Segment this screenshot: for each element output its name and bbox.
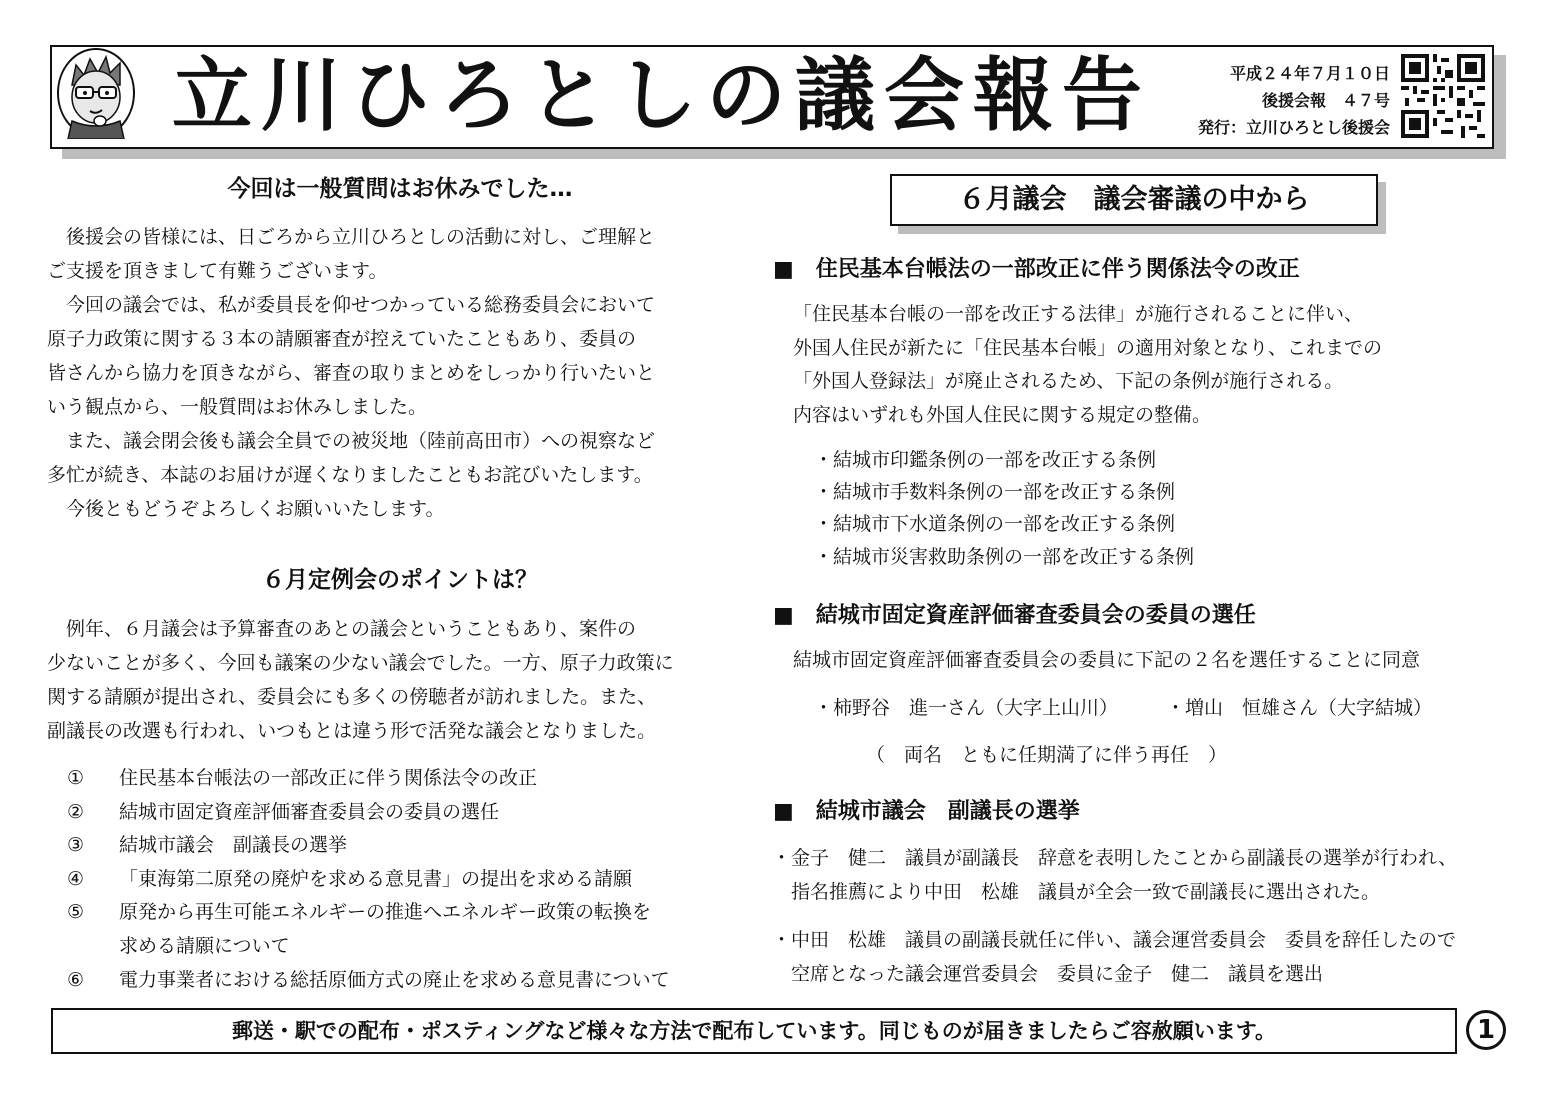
points-list <box>67 762 670 997</box>
intro-line: 多忙が続き、本誌のお届けが遅くなりましたこともお詫びいたします。 <box>47 464 653 486</box>
item-number <box>67 930 119 964</box>
body-line: ・金子 健二 議員が副議長 辞意を表明したことから副議長の選挙が行われ、 <box>772 847 1458 869</box>
body-line: ・中田 松雄 議員の副議長就任に伴い、議会運営委員会 委員を辞任したので <box>772 929 1457 951</box>
body-line: 「外国人登録法」が廃止されるため、下記の条例が施行される。 <box>793 370 1344 392</box>
list-item: ・結城市手数料条例の一部を改正する条例 <box>814 481 1176 504</box>
list-item <box>67 930 670 964</box>
list-item <box>67 964 670 998</box>
section-heading-resident-registry: ■ 住民基本台帳法の一部改正に伴う関係法令の改正 <box>773 257 1300 282</box>
intro-line: また、議会閉会後も議会全員での被災地（陸前高田市）への視察など <box>47 430 656 452</box>
intro-line: 原子力政策に関する３本の請願審査が控えていたこともあり、委員の <box>47 328 637 350</box>
intro-line: ご支援を頂きまして有難うございます。 <box>47 260 388 282</box>
body-line: 指名推薦により中田 松雄 議員が全会一致で副議長に選出された。 <box>772 880 1381 903</box>
item-number: ④ <box>67 867 85 890</box>
intro-body <box>47 220 655 526</box>
list-item <box>67 796 670 830</box>
member-1: ・柿野谷 進一さん（大字上山川） <box>814 697 1119 719</box>
page-number: 1 <box>1466 1010 1506 1050</box>
intro-line: いう観点から、一般質問はお休みしました。 <box>47 396 428 418</box>
list-item: ・結城市印鑑条例の一部を改正する条例 <box>814 449 1157 471</box>
body-line: 外国人住民が新たに「住民基本台帳」の適用対象となり、これまでの <box>793 336 1383 359</box>
qr-code-icon <box>1401 54 1485 138</box>
reappointment-note: （ 両名 ともに任期満了に伴う再任 ） <box>866 744 1228 766</box>
publisher: 発行：立川ひろとし後援会 <box>1197 118 1390 137</box>
list-item <box>67 863 670 897</box>
item-text: 原発から再生可能エネルギーの推進へエネルギー政策の転換を <box>119 901 652 924</box>
election-bullet-2 <box>772 924 1456 991</box>
election-bullet-1 <box>772 842 1457 909</box>
intro-line: 今回の議会では、私が委員長を仰せつかっている総務委員会において <box>47 294 656 316</box>
intro-heading: 今回は一般質問はお休みでした… <box>227 176 573 202</box>
list-item <box>67 829 670 863</box>
newsletter-title: 立川ひろとしの議会報告 <box>172 49 1151 142</box>
section-heading-assessment-committee: ■ 結城市固定資産評価審査委員会の委員の選任 <box>773 603 1256 628</box>
item-text: 求める請願について <box>119 934 290 957</box>
item-text: 電力事業者における総括原価方式の廃止を求める意見書について <box>119 968 670 991</box>
assessment-body: 結城市固定資産評価審査委員会の委員に下記の２名を選任することに同意 <box>793 649 1421 671</box>
item-number: ⑤ <box>67 901 85 924</box>
points-line: 副議長の改選も行われ、いつもとは違う形で活発な議会となりました。 <box>47 720 657 742</box>
avatar-icon <box>56 47 136 139</box>
points-heading: ６月定例会のポイントは？ <box>262 567 538 593</box>
distribution-notice: 郵送・駅での配布・ポスティングなど様々な方法で配布しています。同じものが届きましたらご容赦願います。 <box>51 1008 1457 1054</box>
ordinance-list <box>814 444 1194 573</box>
body-line: 空席となった議会運営委員会 委員に金子 健二 議員を選出 <box>772 962 1324 985</box>
issue-number: 後援会報 ４７号 <box>1261 91 1390 110</box>
issue-date: 平成２４年７月１０日 <box>1229 64 1390 83</box>
member-2: ・増山 恒雄さん（大字結城） <box>1166 697 1433 719</box>
item-text: 結城市議会 副議長の選挙 <box>119 834 348 857</box>
list-item: ・結城市下水道条例の一部を改正する条例 <box>814 513 1176 536</box>
item-text: 住民基本台帳法の一部改正に伴う関係法令の改正 <box>119 767 538 789</box>
points-line: 関する請願が提出され、委員会にも多くの傍聴者が訪れました。また、 <box>47 686 657 708</box>
june-session-title: ６月議会 議会審議の中から <box>890 174 1378 226</box>
list-item: ・結城市災害救助条例の一部を改正する条例 <box>814 545 1195 568</box>
item-number: ⑥ <box>67 968 85 991</box>
section-heading-vice-chair-election: ■ 結城市議会 副議長の選挙 <box>773 799 1080 824</box>
resident-registry-body <box>793 298 1382 432</box>
body-line: 内容はいずれも外国人住民に関する規定の整備。 <box>793 403 1212 426</box>
list-item <box>67 896 670 930</box>
body-line: 「住民基本台帳の一部を改正する法律」が施行されることに伴い、 <box>793 303 1364 325</box>
item-number: ② <box>67 800 85 823</box>
item-text: 結城市固定資産評価審査委員会の委員の選任 <box>119 800 500 823</box>
points-line: 例年、６月議会は予算審査のあとの議会ということもあり、案件の <box>47 618 637 640</box>
list-item <box>67 762 670 796</box>
intro-line: 皆さんから協力を頂きながら、審査の取りまとめをしっかり行いたいと <box>47 362 656 384</box>
header-meta <box>1150 60 1390 141</box>
intro-line: 今後ともどうぞよろしくお願いいたします。 <box>47 498 445 520</box>
points-line: 少ないことが多く、今回も議案の少ない議会でした。一方、原子力政策に <box>47 652 674 674</box>
item-number: ① <box>67 767 85 789</box>
intro-line: 後援会の皆様には、日ごろから立川ひろとしの活動に対し、ご理解と <box>47 226 656 248</box>
item-text: 「東海第二原発の廃炉を求める意見書」の提出を求める請願 <box>119 867 633 890</box>
points-body <box>47 612 674 748</box>
item-number: ③ <box>67 834 85 857</box>
